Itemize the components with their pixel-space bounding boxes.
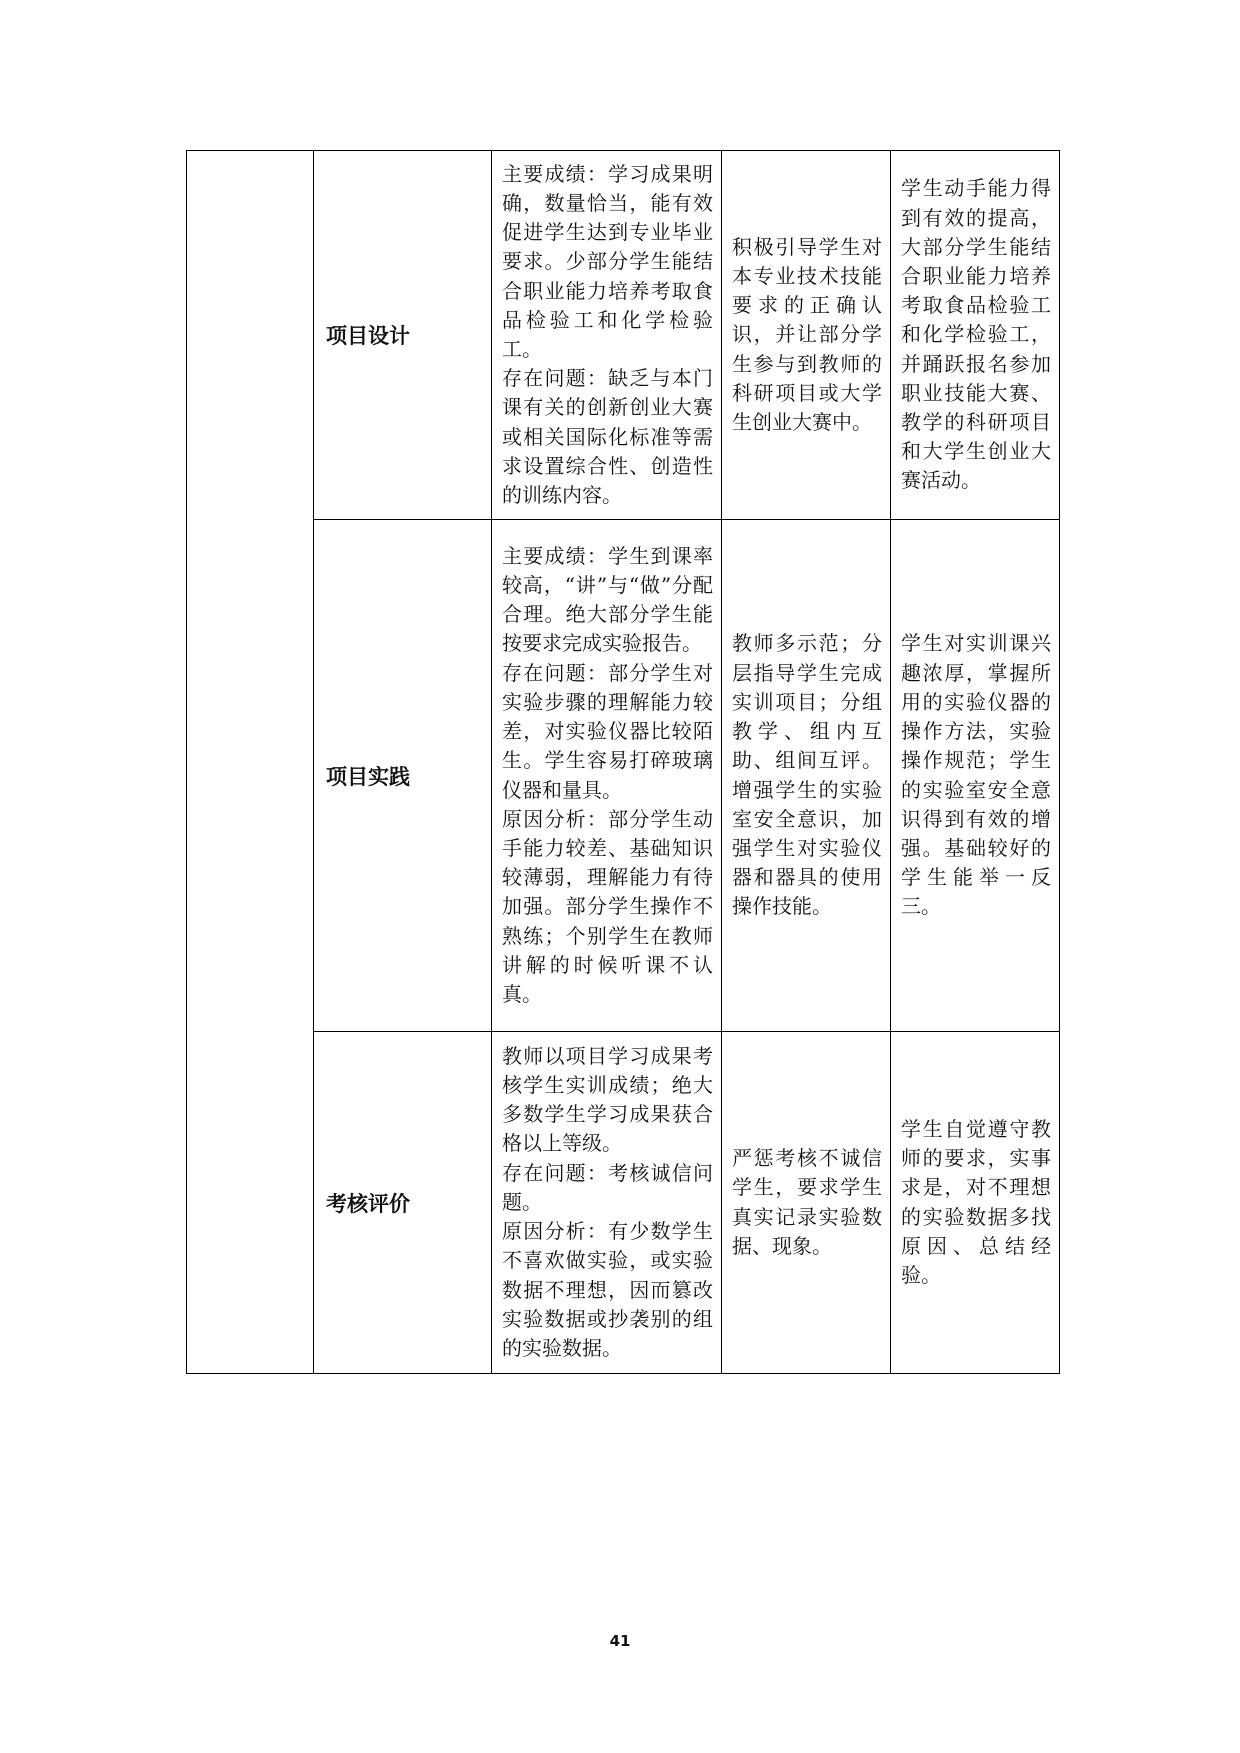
- table-row: [187, 151, 1060, 520]
- project-name-cell: 项目设计: [314, 151, 492, 520]
- effects-cell: [891, 151, 1060, 520]
- measures-text: 严惩考核不诚信学生，要求学生真实记录实验数据、现象。: [732, 1146, 882, 1258]
- effects-cell: [891, 1032, 1060, 1374]
- measures-cell: [722, 520, 891, 1032]
- project-name-cell: 考核评价: [314, 1032, 492, 1374]
- category-cell: [187, 151, 314, 1374]
- problems-paragraph: 存在问题：缺乏与本门课有关的创新创业大赛或相关国际化标准等需求设置综合性、创造性的训练内容。: [502, 366, 713, 508]
- results-problems-cell: [492, 151, 722, 520]
- effects-text: 学生动手能力得到有效的提高，大部分学生能结合职业能力培养考取食品检验工和化学检验工，并踊跃报名参加职业技能大赛、教学的科研项目和大学生创业大赛活动。: [901, 176, 1051, 493]
- measures-cell: [722, 151, 891, 520]
- effects-cell: [891, 520, 1060, 1032]
- results-paragraph: 主要成绩：学生到课率较高，“讲”与“做”分配合理。绝大部分学生能按要求完成实验报告。: [502, 543, 713, 656]
- table-row: [187, 1032, 1060, 1374]
- results-problems-cell: [492, 1032, 722, 1374]
- effects-text: 学生自觉遵守教师的要求，实事求是，对不理想的实验数据多找原因、总结经验。: [901, 1116, 1051, 1287]
- effects-text: 学生对实训课兴趣浓厚，掌握所用的实验仪器的操作方法，实验操作规范；学生的实验室安全意识得到有效的增强。基础较好的学生能举一反三。: [901, 631, 1051, 919]
- page-number: 41: [609, 1632, 631, 1650]
- measures-text: 教师多示范；分层指导学生完成实训项目；分组教学、组内互助、组间互评。增强学生的实验室安全意识，加强学生对实验仪器和器具的使用操作技能。: [732, 631, 882, 919]
- measures-cell: [722, 1032, 891, 1374]
- course-evaluation-table: [186, 150, 1060, 1374]
- cause-analysis-paragraph: 原因分析：部分学生动手能力较差、基础知识较薄弱，理解能力有待加强。部分学生操作不熟练；个别学生在教师讲解的时候听课不认真。: [502, 806, 713, 1006]
- measures-text: 积极引导学生对本专业技术技能要求的正确认识，并让部分学生参与到教师的科研项目或大学生创业大赛中。: [732, 234, 882, 434]
- table-row: [187, 520, 1060, 1032]
- project-name-cell: 项目实践: [314, 520, 492, 1032]
- results-problems-cell: [492, 520, 722, 1032]
- problems-paragraph: 存在问题：部分学生对实验步骤的理解能力较差，对实验仪器比较陌生。学生容易打碎玻璃仪器和量具。: [502, 660, 713, 802]
- problems-paragraph: 存在问题：考核诚信问题。: [502, 1160, 713, 1214]
- cause-analysis-paragraph: 原因分析：有少数学生不喜欢做实验，或实验数据不理想，因而篡改实验数据或抄袭别的组的实验数据。: [502, 1219, 713, 1360]
- results-paragraph: 主要成绩：学习成果明确，数量恰当，能有效促进学生达到专业毕业要求。少部分学生能结合职业能力培养考取食品检验工和化学检验工。: [502, 161, 713, 361]
- results-paragraph: 教师以项目学习成果考核学生实训成绩；绝大多数学生学习成果获合格以上等级。: [502, 1043, 713, 1156]
